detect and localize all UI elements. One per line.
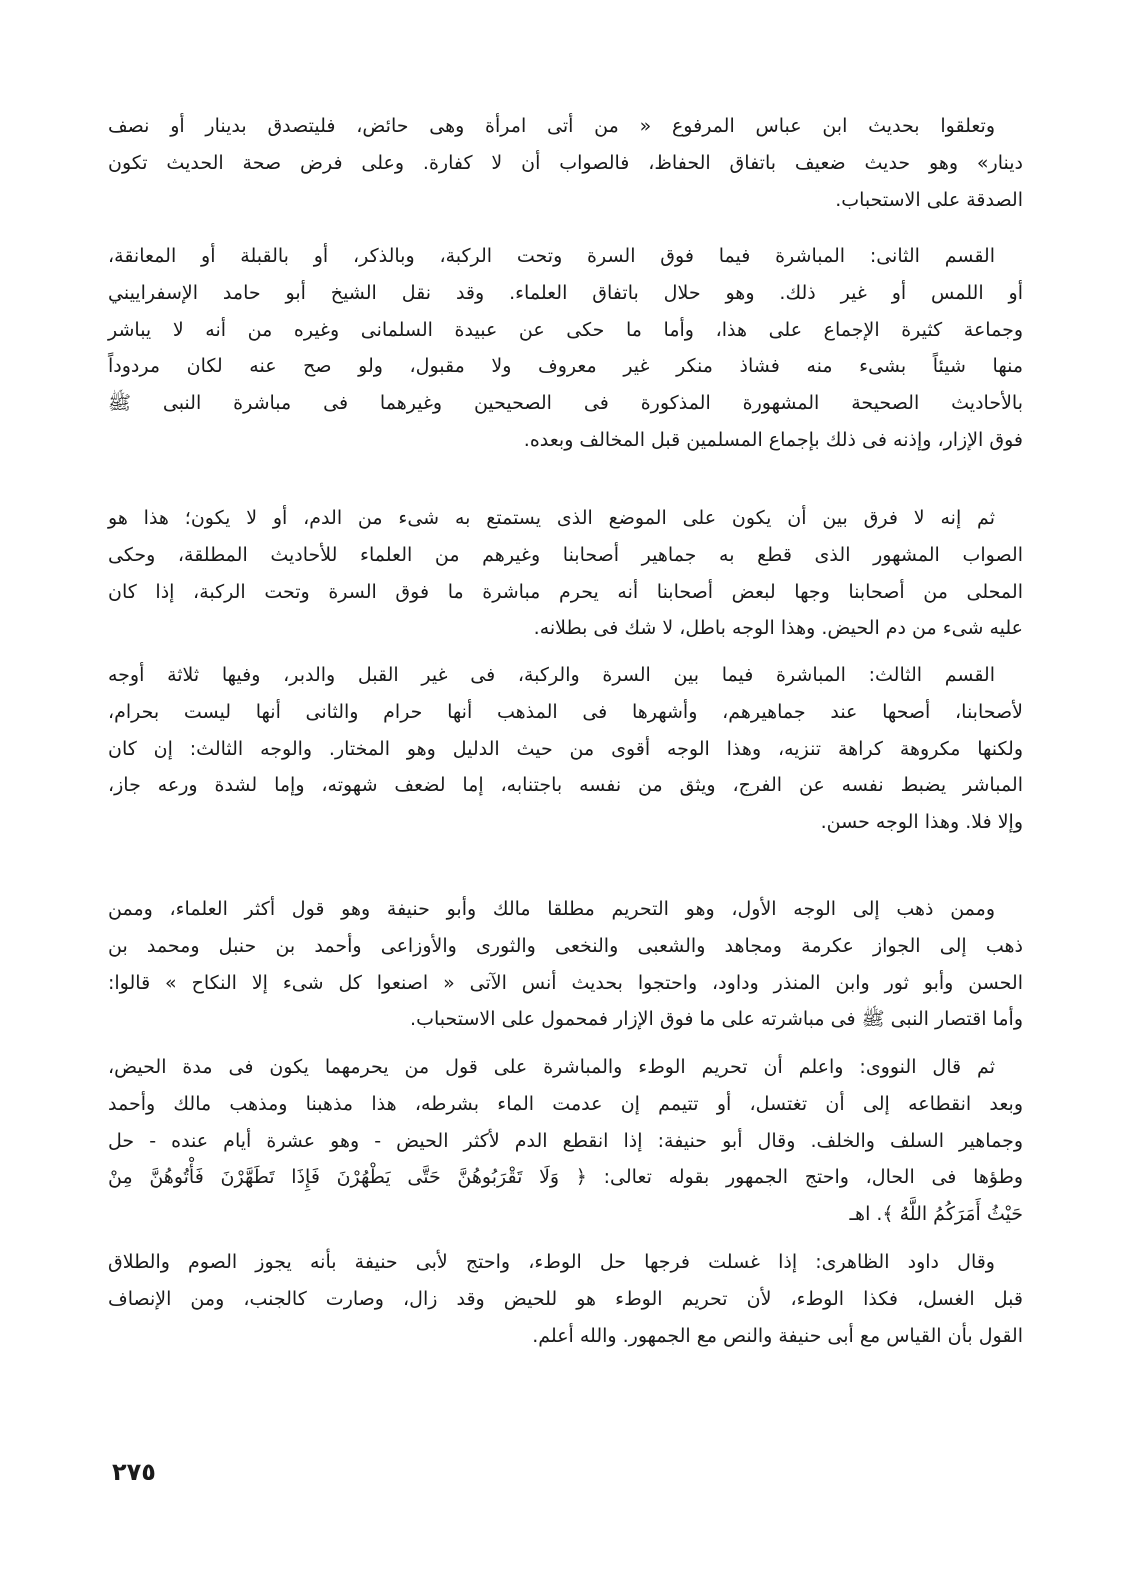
text-line: وبعد انقطاعه إلى أن تغتسل، أو تتيمم إن عدمت الماء بشرطه، هذا مذهبنا ومذهب مالك وأحمد [108,1092,1023,1115]
text-line: القسم الثانى: المباشرة فيما فوق السرة وتحت الركبة، وبالذكر، أو بالقبلة أو المعانقة، [108,245,995,267]
text-line: الحسن وأبو ثور وابن المنذر وداود، واحتجوا بحديث أنس الآتى « اصنعوا كل شىء إلا النكاح » قالوا: [108,971,1023,994]
text-line: ولكنها مكروهة كراهة تنزيه، وهذا الوجه أقوى من حيث الدليل وهو المختار. والوجه الثالث: إن كان [108,737,1023,760]
text-line: وأما اقتصار النبى ﷺ فى مباشرته على ما فوق الإزار فمحمول على الاستحباب. [410,1008,1023,1031]
text-line: وجماهير السلف والخلف. وقال أبو حنيفة: إذا انقطع الدم لأكثر الحيض - وهو عشرة أيام عنده - حل [108,1129,1023,1152]
text-line: منها شيئاً بشىء منه فشاذ منكر غير معروف ولا مقبول، ولو صح عنه لكان مردوداً [108,355,1023,378]
text-line: دينار» وهو حديث ضعيف باتفاق الحفاظ، فالصواب أن لا كفارة. وعلى فرض صحة الحديث تكون [108,151,1023,174]
text-line: القسم الثالث: المباشرة فيما بين السرة والركبة، فى غير القبل والدبر، وفيها ثلاثة أوجه [108,664,995,686]
text-line: حَيْثُ أَمَرَكُمُ اللَّهُ ﴾. اهـ [849,1203,1023,1226]
page-number: ٢٧٥ [112,1458,156,1486]
text-line: قبل الغسل، فكذا الوطء، لأن تحريم الوطء هو للحيض وقد زال، وصارت كالجنب، ومن الإنصاف [108,1287,1023,1310]
text-line: الصدقة على الاستحباب. [835,188,1023,211]
paragraph [108,500,1023,647]
text-line: فوق الإزار، وإذنه فى ذلك بإجماع المسلمين قبل المخالف وبعده. [523,428,1023,451]
text-line: الصواب المشهور الذى قطع به جماهير أصحابنا وغيرهم من العلماء للأحاديث المطلقة، وحكى [108,543,1023,566]
text-line: بالأحاديث الصحيحة المشهورة المذكورة فى الصحيحين وغيرهما فى مباشرة النبى ﷺ [108,392,1023,415]
text-line: وقال داود الظاهرى: إذا غسلت فرجها حل الوطء، واحتج لأبى حنيفة بأنه يجوز الصوم والطلاق [108,1251,995,1273]
text-line: وإلا فلا. وهذا الوجه حسن. [820,811,1023,834]
text-line: عليه شىء من دم الحيض. وهذا الوجه باطل، لا شك فى بطلانه. [533,617,1023,640]
paragraph [108,1244,1023,1354]
text-line: أو اللمس أو غير ذلك. وهو حلال باتفاق العلماء. وقد نقل الشيخ أبو حامد الإسفراييني [108,281,1023,304]
text-line: المباشر يضبط نفسه عن الفرج، ويثق من نفسه باجتنابه، إما لضعف شهوته، وإما لشدة ورعه جاز، [108,774,1023,797]
paragraph [108,891,1023,1038]
paragraph [108,238,1023,459]
text-line: ثم إنه لا فرق بين أن يكون على الموضع الذى يستمتع به شىء من الدم، أو لا يكون؛ هذا هو [108,507,995,529]
text-line: وممن ذهب إلى الوجه الأول، وهو التحريم مطلقا مالك وأبو حنيفة وهو قول أكثر العلماء، وممن [108,898,995,920]
paragraph [108,1049,1023,1233]
text-line: وجماعة كثيرة الإجماع على هذا، وأما ما حكى عن عبيدة السلمانى وغيره من أنه لا يباشر [108,318,1023,341]
text-line: ثم قال النووى: واعلم أن تحريم الوطء والمباشرة على قول من يحرمهما يكون فى مدة الحيض، [108,1056,995,1078]
text-line: وتعلقوا بحديث ابن عباس المرفوع « من أتى امرأة وهى حائض، فليتصدق بدينار أو نصف [108,115,995,137]
paragraph [108,657,1023,841]
text-line: المحلى من أصحابنا وجها لبعض أصحابنا أنه يحرم مباشرة ما فوق السرة وتحت الركبة، إذا كان [108,580,1023,603]
paragraph [108,108,1023,218]
text-line: لأصحابنا، أصحها عند جماهيرهم، وأشهرها فى المذهب أنها حرام والثانى أنها ليست بحرام، [108,700,1023,723]
text-line: القول بأن القياس مع أبى حنيفة والنص مع الجمهور. والله أعلم. [532,1324,1023,1347]
text-line: وطؤها فى الحال، واحتج الجمهور بقوله تعالى: ﴿ وَلَا تَقْرَبُوهُنَّ حَتَّى يَطْهُرْنَ فَإِذَا تَطَهَّرْنَ فَأْتُوهُنَّ مِنْ [108,1166,1023,1189]
text-line: ذهب إلى الجواز عكرمة ومجاهد والشعبى والنخعى والثورى والأوزاعى وأحمد بن حنبل ومحمد بن [108,934,1023,957]
